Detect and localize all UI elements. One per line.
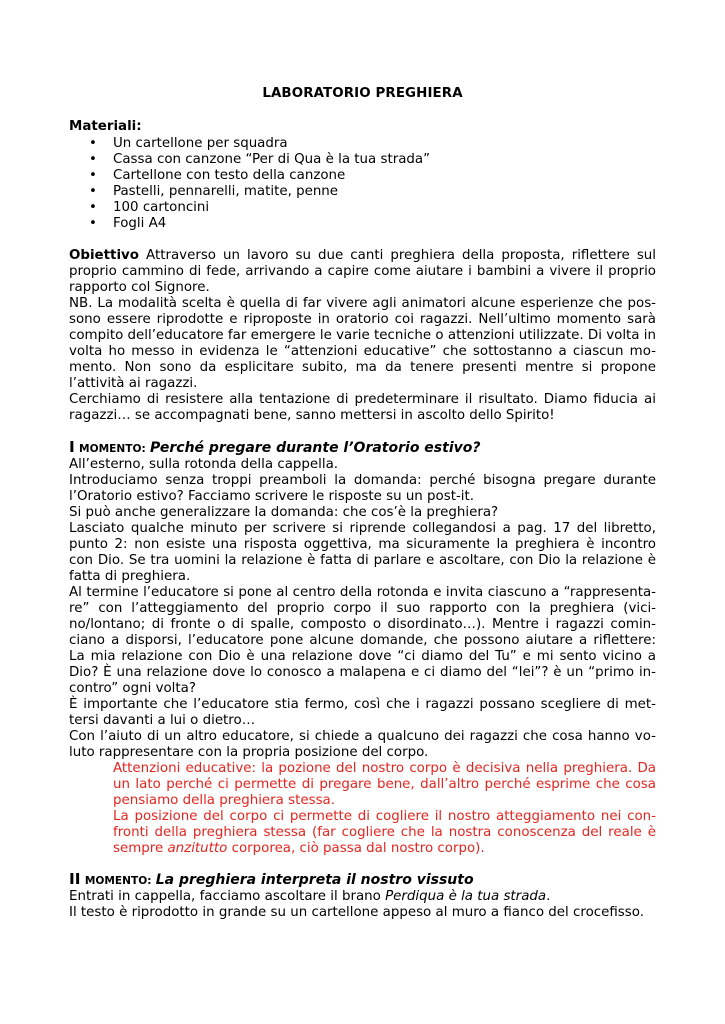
obiettivo-line: rapporto col Signore. — [69, 280, 210, 295]
obiettivo-line: Cerchiamo di resistere alla tentazione di predeterminare il risultato. Diamo fiducia ai — [69, 392, 656, 407]
momento1-line: con Dio. Se tra uomini la relazione è fatta di parlare e ascoltare, con Dio la relazione è — [69, 553, 656, 568]
momento1-line: punto 2: non esiste una risposta oggettiva, ma sicuramente la preghiera è incontro — [69, 537, 656, 552]
bullet-icon: • — [89, 136, 97, 151]
momento2-line: Il testo è riprodotto in grande su un cartellone appeso al muro a fianco del crocefisso. — [69, 905, 644, 920]
obiettivo-heading: Obiettivo — [69, 248, 139, 263]
momento1-line: fatta di preghiera. — [69, 569, 191, 584]
momento1-line: re” con l’atteggiamento del proprio corpo il suo rapporto con la preghiera (vici- — [69, 601, 656, 616]
attenzioni-line: fronti della preghiera stessa (far cogliere che la nostra conoscenza del reale è — [113, 825, 656, 840]
obiettivo-line: sono essere riprodotte e riproposte in oratorio coi ragazzi. Nell’ultimo momento sarà — [69, 312, 656, 327]
momento1-line: Introduciamo senza troppi preamboli la domanda: perché bisogna pregare durante — [69, 473, 656, 488]
attenzioni-line: Attenzioni educative: la pozione del nostro corpo è decisiva nella preghiera. Da — [113, 761, 656, 776]
materiali-item: Fogli A4 — [113, 216, 167, 231]
document-title: LABORATORIO PREGHIERA — [262, 86, 463, 101]
momento1-line: All’esterno, sulla rotonda della cappella. — [69, 457, 339, 472]
bullet-icon: • — [89, 168, 97, 183]
bullet-icon: • — [89, 216, 97, 231]
momento1-line: ciano a disporsi, l’educatore pone alcune domande, che possono aiutare a riflettere: — [69, 633, 656, 648]
materiali-item: Pastelli, pennarelli, matite, penne — [113, 184, 339, 199]
momento1-line: no/lontano; di fronte o di spalle, composto o disordinato…). Mentre i ragazzi comin- — [69, 617, 656, 632]
momento1-line: Si può anche generalizzare la domanda: che cos’è la preghiera? — [69, 505, 499, 520]
materiali-item: Cartellone con testo della canzone — [113, 168, 346, 183]
obiettivo-line: l’attività ai ragazzi. — [69, 376, 198, 391]
momento1-line: Con l’aiuto di un altro educatore, si chiede a qualcuno dei ragazzi che cosa hanno vo- — [69, 729, 656, 744]
obiettivo-line: compito dell’educatore far emergere le varie tecniche o attenzioni utilizzate. Di volta in — [69, 328, 656, 343]
obiettivo-line: proprio cammino di fede, arrivando a capire come aiutare i bambini a vivere il proprio — [69, 264, 656, 279]
momento1-line: luto rappresentare con la propria posizione del corpo. — [69, 745, 429, 760]
materiali-item: Cassa con canzone “Per di Qua è la tua strada” — [113, 152, 431, 167]
obiettivo-line: NB. La modalità scelta è quella di far vivere agli animatori alcune esperienze che pos- — [69, 296, 656, 311]
momento2-heading: II MOMENTO: La preghiera interpreta il nostro vissuto — [69, 870, 474, 888]
obiettivo-line: mento. Non sono da esplicitare subito, ma da tenere presenti mentre si propone — [69, 360, 656, 375]
bullet-icon: • — [89, 184, 97, 199]
momento1-line: È importante che l’educatore stia fermo, così che i ragazzi possano scegliere di met- — [69, 697, 656, 712]
momento2-line: Entrati in cappella, facciamo ascoltare il brano Perdiqua è la tua strada. — [69, 889, 551, 904]
bullet-icon: • — [89, 152, 97, 167]
attenzioni-line: pensiamo della preghiera stessa. — [113, 793, 336, 808]
momento1-line: Lasciato qualche minuto per scrivere si riprende collegandosi a pag. 17 del libretto, — [69, 521, 656, 536]
bullet-icon: • — [89, 200, 97, 215]
momento1-heading: I MOMENTO: Perché pregare durante l’Oratorio estivo? — [69, 438, 481, 456]
momento1-line: La mia relazione con Dio è una relazione dove “ci diamo del Tu” e mi sento vicino a — [69, 649, 656, 664]
materiali-heading: Materiali: — [69, 119, 142, 134]
attenzioni-line: sempre anzitutto corporea, ciò passa dal nostro corpo). — [113, 841, 485, 856]
attenzioni-line: La posizione del corpo ci permette di cogliere il nostro atteggiamento nei con- — [113, 809, 656, 824]
obiettivo-line: Obiettivo Attraverso un lavoro su due canti preghiera della proposta, riflettere sul — [69, 248, 657, 263]
attenzioni-line: un lato perché ci permette di pregare bene, dall’altro perché esprime che cosa — [113, 777, 656, 792]
momento1-line: Dio? È una relazione dove lo conosco a malapena e ci diamo del “lei”? è un “primo in- — [69, 665, 656, 680]
momento1-line: contro” ogni volta? — [69, 681, 196, 696]
momento1-line: Al termine l’educatore si pone al centro della rotonda e invita ciascuno a “rappresenta- — [69, 585, 656, 600]
materiali-item: Un cartellone per squadra — [113, 136, 288, 151]
obiettivo-line: volta ho messo in evidenza le “attenzioni educative” che sottostanno a ciascun mo- — [69, 344, 656, 359]
momento1-line: l’Oratorio estivo? Facciamo scrivere le risposte su un post-it. — [69, 489, 475, 504]
momento1-line: tersi davanti a lui o dietro… — [69, 713, 256, 728]
materiali-item: 100 cartoncini — [113, 200, 210, 215]
obiettivo-line: ragazzi… se accompagnati bene, sanno mettersi in ascolto dello Spirito! — [69, 408, 555, 423]
